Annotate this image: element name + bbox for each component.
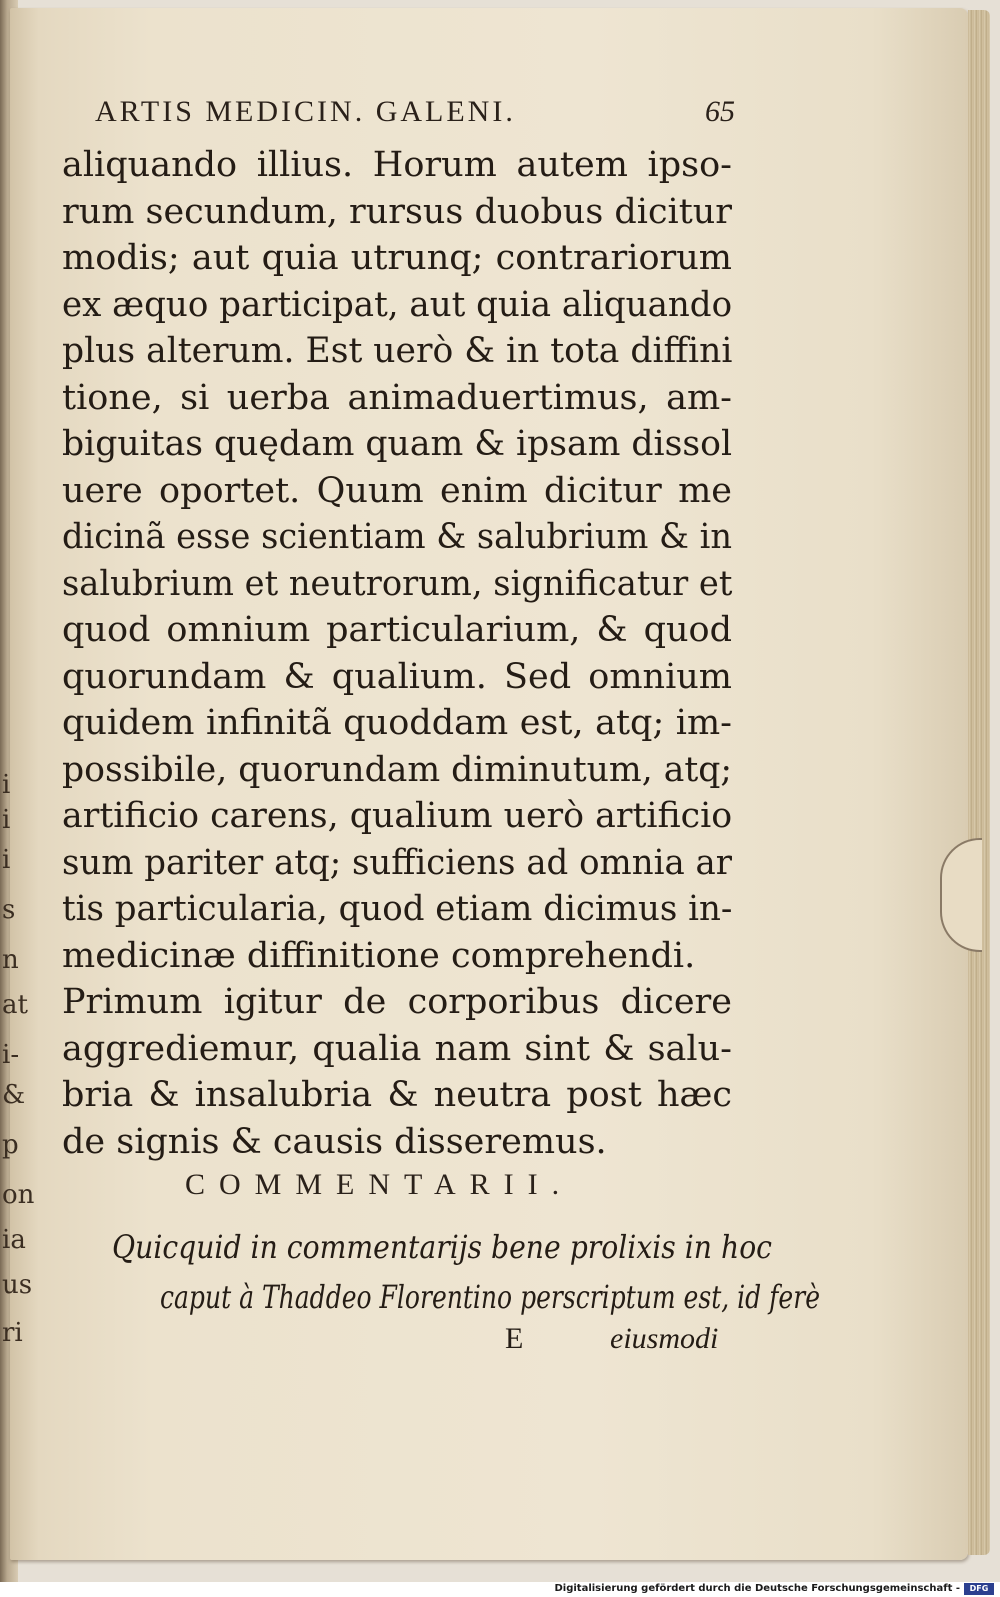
text-line: quidem infinitã quoddam est, atq; im- (62, 703, 732, 743)
text-line: artificio carens, qualium uerò artificio (62, 796, 733, 836)
text-line: rum secundum, rursus duobus dicitur (62, 191, 732, 232)
margin-fragment: n (2, 945, 19, 975)
dfg-logo-icon: DFG (964, 1583, 994, 1595)
margin-fragment: s (2, 895, 16, 925)
page-number: 65 (705, 95, 735, 128)
text-line: sum pariter atq; sufficiens ad omnia ar (62, 842, 732, 883)
text-line: tis particularia, quod etiam dicimus in- (62, 889, 733, 929)
commentary-text-block (68, 1222, 820, 1322)
text-line: plus alterum. Est uerò & in tota diffini (62, 331, 733, 371)
text-line: quod omnium particularium, & quod (62, 610, 732, 650)
digitization-credit: Digitalisierung gefördert durch die Deutsche Forschungsgemeinschaft - (554, 1583, 960, 1594)
margin-fragment: p (2, 1130, 19, 1160)
text-line: salubrium et neutrorum, significatur et (62, 563, 733, 604)
margin-fragment: at (2, 990, 28, 1020)
margin-fragment: i (2, 845, 11, 875)
running-title: ARTIS MEDICIN. GALENI. (95, 95, 516, 128)
page-block-edges (968, 10, 990, 1555)
margin-fragment: on (2, 1180, 35, 1210)
margin-fragment: ri (2, 1318, 23, 1348)
margin-fragment: us (2, 1270, 33, 1300)
text-line: aggrediemur, qualia nam sint & salu- (62, 1028, 732, 1069)
margin-fragment: ia (2, 1225, 26, 1255)
text-line: ex æquo participat, aut quia aliquando (62, 284, 733, 325)
text-line: biguitas quędam quam & ipsam dissol (62, 424, 732, 464)
text-line: uere oportet. Quum enim dicitur me (62, 470, 732, 511)
text-line: aliquando illius. Horum autem ipso- (62, 145, 732, 185)
text-line: medicinæ diffinitione comprehendi. (62, 935, 696, 976)
text-line: quorundam & qualium. Sed omnium (62, 656, 732, 697)
catchword: eiusmodi (610, 1322, 719, 1355)
text-line: Primum igitur de corporibus dicere (62, 982, 732, 1022)
signature-mark: E (505, 1322, 524, 1355)
margin-fragment: i (2, 805, 11, 835)
commentary-line: Quicquid in commentarijs bene prolixis in hoc (112, 1228, 772, 1266)
running-header (95, 95, 735, 129)
commentary-line: caput à Thaddeo Florentino perscriptum est, id ferè (160, 1278, 820, 1316)
text-line: dicinã esse scientiam & salubrium & in (62, 517, 732, 557)
text-line: possibile, quorundam diminutum, atq; (62, 749, 733, 790)
margin-fragment: i- (2, 1040, 20, 1070)
margin-fragment: & (2, 1080, 26, 1110)
commentary-heading: COMMENTARII. (185, 1168, 574, 1201)
text-line: bria & insalubria & neutra post hæc (62, 1075, 732, 1115)
text-line: tione, si uerba animaduertimus, am- (62, 377, 732, 418)
text-line: de signis & causis disseremus. (62, 1121, 607, 1162)
book-clasp-tab (940, 838, 982, 952)
main-text-block (62, 142, 732, 1165)
text-line: modis; aut quia utrunq; contrariorum (62, 238, 732, 278)
margin-fragment: i (2, 770, 11, 800)
